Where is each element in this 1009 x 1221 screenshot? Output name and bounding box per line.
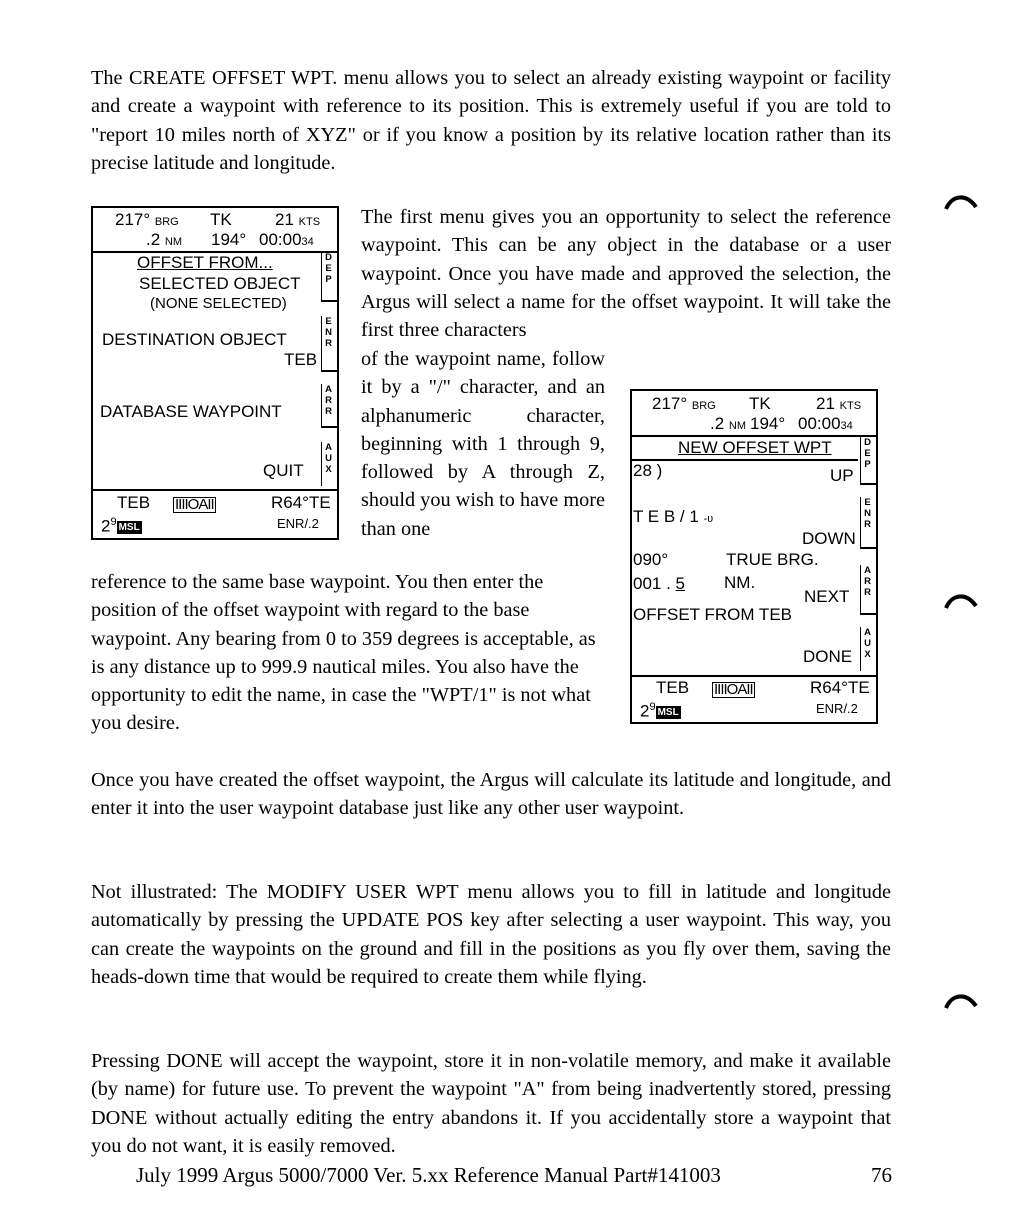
selected-object-label[interactable]: SELECTED OBJECT (139, 274, 301, 293)
distance-readout: .2 NM (710, 414, 747, 433)
quit-label[interactable]: QUIT (263, 461, 304, 480)
status-waypoint: TEB (117, 493, 151, 512)
page-footer (136, 1161, 896, 1189)
down-label[interactable]: DOWN (802, 529, 856, 548)
course-readout: 194° (211, 230, 247, 249)
speed-readout: 21 KTS (275, 210, 321, 229)
time-readout: 00:0034 (259, 230, 314, 249)
status-altitude: $2^9$ MSL (640, 701, 679, 721)
binder-hole-mark (942, 590, 982, 620)
destination-object-value: TEB (284, 350, 318, 369)
intro-paragraph: The CREATE OFFSET WPT. menu allows you to select an already existing waypoint or facility and create a waypoint with reference to its position. This is extremely useful if you are told to "report 10 miles north of XYZ" or if you know a position by its relative location rather than its precise latitude and longitude. (91, 67, 891, 174)
enr-key[interactable]: E N R (860, 497, 874, 547)
not-illustrated-paragraph: Not illustrated: The MODIFY USER WPT menu allows you to fill in latitude and longitude automatically by pressing the UPDATE POS key after selecting a user waypoint. This way, you can create the waypoints on the ground and fill in the positions as you fly over them, saving the heads-down time that would be required to create them while flying. (91, 881, 891, 988)
char-index: 28 ) (633, 461, 663, 480)
footer-text: July 1999 Argus 5000/7000 Ver. 5.xx Reference Manual Part#141003 (136, 1163, 721, 1187)
menu-description-top: The first menu gives you an opportunity to select the reference waypoint. This can be any object in the database or a user waypoint. Once you have made and approved the selection, the Argus will select a name for the offset waypoint. It will take the first three characters (361, 206, 891, 342)
speed-readout: 21 KTS (816, 394, 862, 413)
bearing-readout: 217° BRG (652, 394, 716, 413)
screen-title: OFFSET FROM... (137, 253, 273, 272)
up-label[interactable]: UP (830, 466, 854, 485)
binder-hole-mark (942, 990, 982, 1020)
dep-key[interactable]: D E P (860, 437, 874, 483)
menu-description-wrap: reference to the same base waypoint. You then enter the position of the offset waypoint with regard to the base waypoint. Any bearing from 0 to 359 degrees is acceptable, as is any distance up to 999.9 nautical miles. You also have the opportunity to edit the name, in case the "WPT/1" is not what you desire. (91, 571, 596, 735)
course-readout: 194° (750, 414, 786, 433)
arr-key[interactable]: A R R (321, 384, 335, 426)
created-paragraph: Once you have created the offset waypoint, the Argus will calculate its latitude and longitude, and enter it into the user waypoint database just like any other user waypoint. (91, 769, 891, 820)
signal-bars: IIIIOAII (714, 681, 753, 698)
status-track: R64°TE (810, 678, 870, 697)
binder-hole-mark (942, 191, 982, 221)
distance-value[interactable]: 001 . 5 (633, 574, 686, 593)
screen-title: NEW OFFSET WPT (678, 438, 832, 457)
dep-key[interactable]: D E P (321, 252, 335, 300)
aux-key[interactable]: A U X (860, 627, 874, 671)
distance-unit: NM. (724, 573, 756, 592)
page-number: 76 (871, 1163, 892, 1187)
bearing-readout: 217° BRG (115, 210, 179, 229)
database-waypoint-label[interactable]: DATABASE WAYPOINT (100, 402, 282, 421)
menu-description-side: of the waypoint name, follow it by a "/" character, and an alphanumeric character, beginning with 1 through 9, followed by A through Z, should you wish to have more than one (361, 348, 605, 540)
status-mode: ENR/.2 (816, 701, 858, 716)
track-label: TK (749, 394, 771, 413)
status-mode: ENR/.2 (277, 516, 319, 531)
bearing-value[interactable]: 090° (633, 550, 669, 569)
selected-object-value: (NONE SELECTED) (150, 295, 287, 312)
enr-key[interactable]: E N R (321, 316, 335, 370)
bearing-label: TRUE BRG. (726, 550, 819, 569)
status-track: R64°TE (271, 493, 331, 512)
done-label[interactable]: DONE (803, 647, 853, 666)
aux-key[interactable]: A U X (321, 442, 335, 486)
track-label: TK (210, 210, 232, 229)
offset-from-text: OFFSET FROM TEB (633, 605, 792, 624)
time-readout: 00:0034 (798, 414, 853, 433)
next-label[interactable]: NEXT (804, 587, 850, 606)
name-entry[interactable]: T E B / 1 -ʋ (633, 507, 714, 526)
status-waypoint: TEB (656, 678, 690, 697)
new-offset-wpt-screen (630, 389, 878, 724)
signal-bars: IIIIOAII (175, 496, 214, 513)
status-altitude: $2^9$ MSL (101, 516, 140, 536)
done-paragraph: Pressing DONE will accept the waypoint, store it in non-volatile memory, and make it available (by name) for future use. To prevent the waypoint "A" from being inadvertently stored, pressing DONE without actually editing the entry abandons it. If you accidentally store a waypoint that you do not want, it is easily removed. (91, 1050, 891, 1157)
destination-object-label[interactable]: DESTINATION OBJECT (102, 330, 287, 349)
offset-from-screen (91, 206, 339, 540)
distance-readout: .2 NM (146, 230, 183, 249)
arr-key[interactable]: A R R (860, 565, 874, 613)
